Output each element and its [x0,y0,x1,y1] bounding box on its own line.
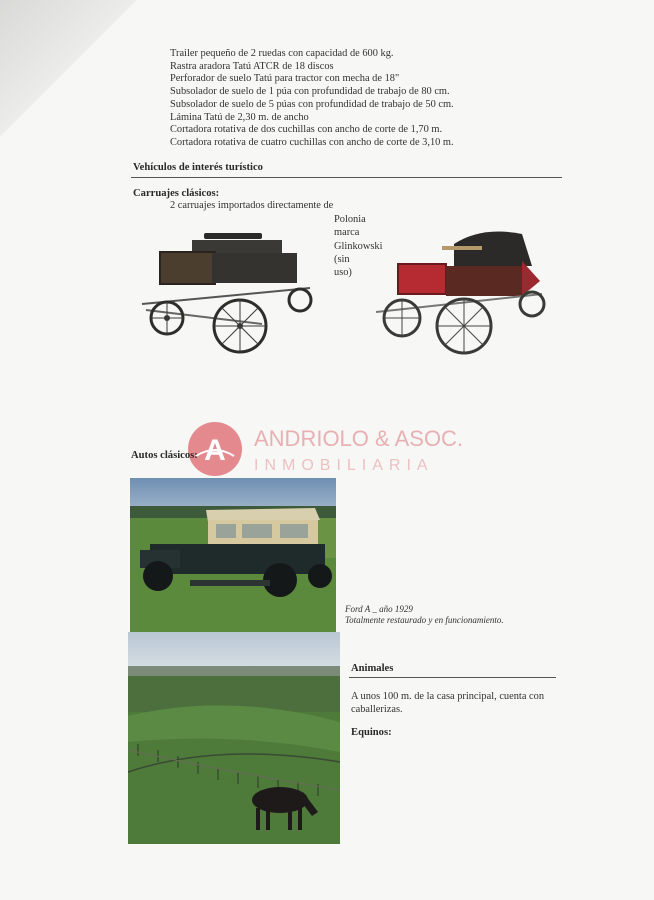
list-item: Rastra aradora Tatú ATCR de 18 discos [170,60,334,72]
list-item: Trailer pequeño de 2 ruedas con capacidad de 600 kg. [170,48,394,59]
horse-pasture-photo [128,632,340,844]
carriages-text: 2 carruajes importados directamente de [170,200,334,211]
agency-logo-icon [188,422,242,476]
animals-divider [349,677,556,678]
section-divider [131,177,562,178]
tourism-heading: Vehículos de interés turístico [133,162,263,173]
equines-heading: Equinos: [351,727,392,738]
car-caption-line1: Ford A _ año 1929 [345,604,413,614]
list-item: Lámina Tatú de 2,30 m. de ancho [170,111,309,123]
watermark-logo [188,422,242,476]
list-item: Subsolador de suelo de 5 púas con profundidad de trabajo de 50 cm. [170,98,454,110]
equipment-list [170,48,454,150]
car-caption-line2: Totalmente restaurado y en funcionamiento. [345,615,504,625]
carriages-text-narrow: Polonia marca Glinkowski (sin uso) [334,214,383,279]
list-item: Cortadora rotativa de cuatro cuchillas con ancho de corte de 3,10 m. [170,136,454,148]
folded-corner [0,0,150,150]
carriages-heading: Carruajes clásicos: [133,188,220,199]
classic-car-photo [130,478,336,634]
red-carriage-image [372,226,552,366]
dark-carriage-image [132,228,317,358]
watermark-subtitle: INMOBILIARIA [254,457,434,474]
list-item: Perforador de suelo Tatú para tractor con mecha de 18" [170,73,400,85]
list-item: Cortadora rotativa de dos cuchillas con ancho de corte de 1,70 m. [170,124,443,136]
autos-heading: Autos clásicos: [131,450,198,461]
animals-heading: Animales [351,663,394,674]
logo-letter: A [204,434,226,467]
watermark-name: ANDRIOLO & ASOC. [254,426,464,451]
animals-text: A unos 100 m. de la casa principal, cuenta con caballerizas. [351,691,545,715]
list-item: Subsolador de suelo de 1 púa con profundidad de trabajo de 80 cm. [170,86,450,98]
